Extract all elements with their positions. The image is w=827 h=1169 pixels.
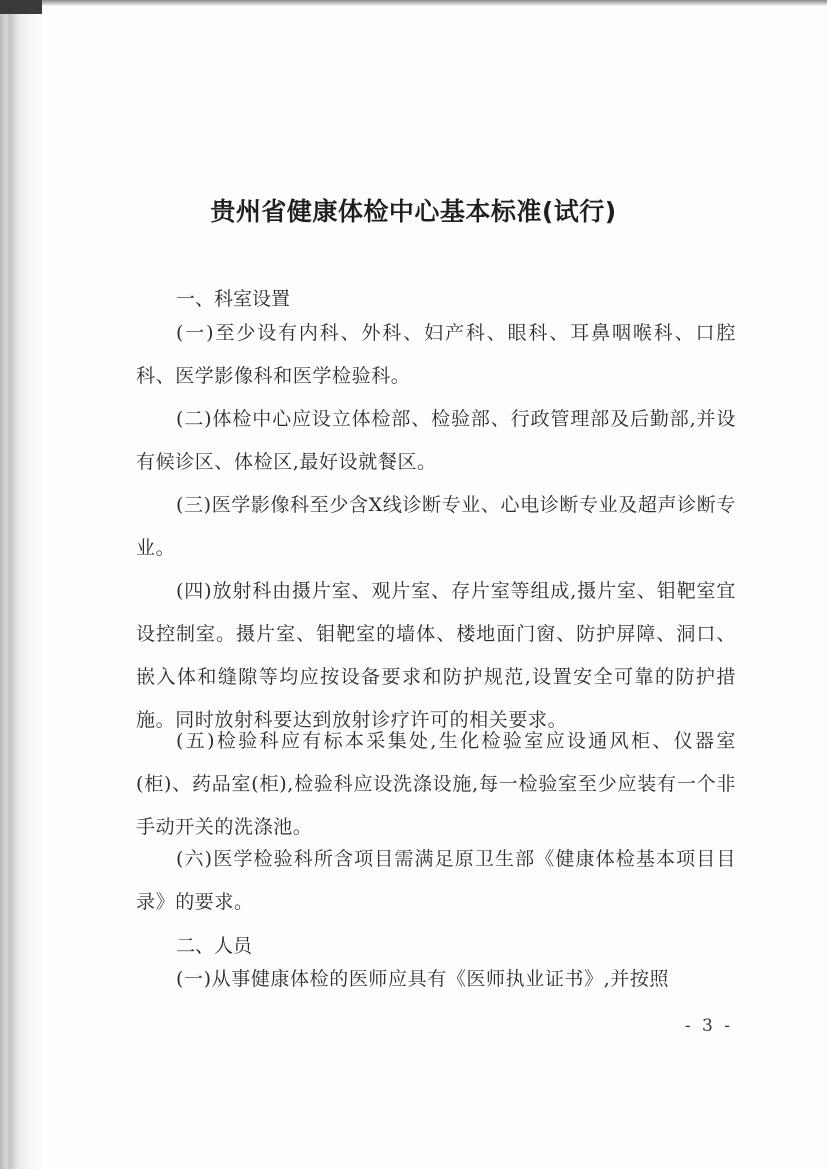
paragraph-3: (三)医学影像科至少含X线诊断专业、心电诊断专业及超声诊断专业。: [136, 494, 736, 559]
document-title: 贵州省健康体检中心基本标准(试行): [210, 197, 617, 226]
paragraph-2: (二)体检中心应设立体检部、检验部、行政管理部及后勤部,并设有候诊区、体检区,最好设就餐区。: [136, 408, 736, 473]
paragraph-4: (四)放射科由摄片室、观片室、存片室等组成,摄片室、钼靶室宜设控制室。摄片室、钼靶室的墙体、楼地面门窗、防护屏障、洞口、嵌入体和缝隙等均应按设备要求和防护规范,设置安全可靠的防护措施。同时放射科要达到放射诊疗许可的相关要求。: [136, 580, 736, 731]
paragraph-6: (六)医学检验科所含项目需满足原卫生部《健康体检基本项目目录》的要求。: [136, 848, 736, 913]
scan-binding-edge: [0, 0, 44, 1169]
section-heading-personnel: 二、人员: [176, 935, 253, 957]
page-number: - 3 -: [684, 1016, 733, 1036]
paragraph-1: (一)至少设有内科、外科、妇产科、眼科、耳鼻咽喉科、口腔科、医学影像科和医学检验科。: [136, 322, 736, 387]
section-heading-departments: 一、科室设置: [176, 288, 291, 310]
scan-corner-mark: [0, 0, 42, 14]
paragraph-5: (五)检验科应有标本采集处,生化检验室应设通风柜、仪器室(柜)、药品室(柜),检验科应设洗涤设施,每一检验室至少应装有一个非手动开关的洗涤池。: [136, 730, 736, 838]
paragraph-7: (一)从事健康体检的医师应具有《医师执业证书》,并按照: [176, 968, 670, 990]
scan-top-edge: [0, 0, 827, 6]
